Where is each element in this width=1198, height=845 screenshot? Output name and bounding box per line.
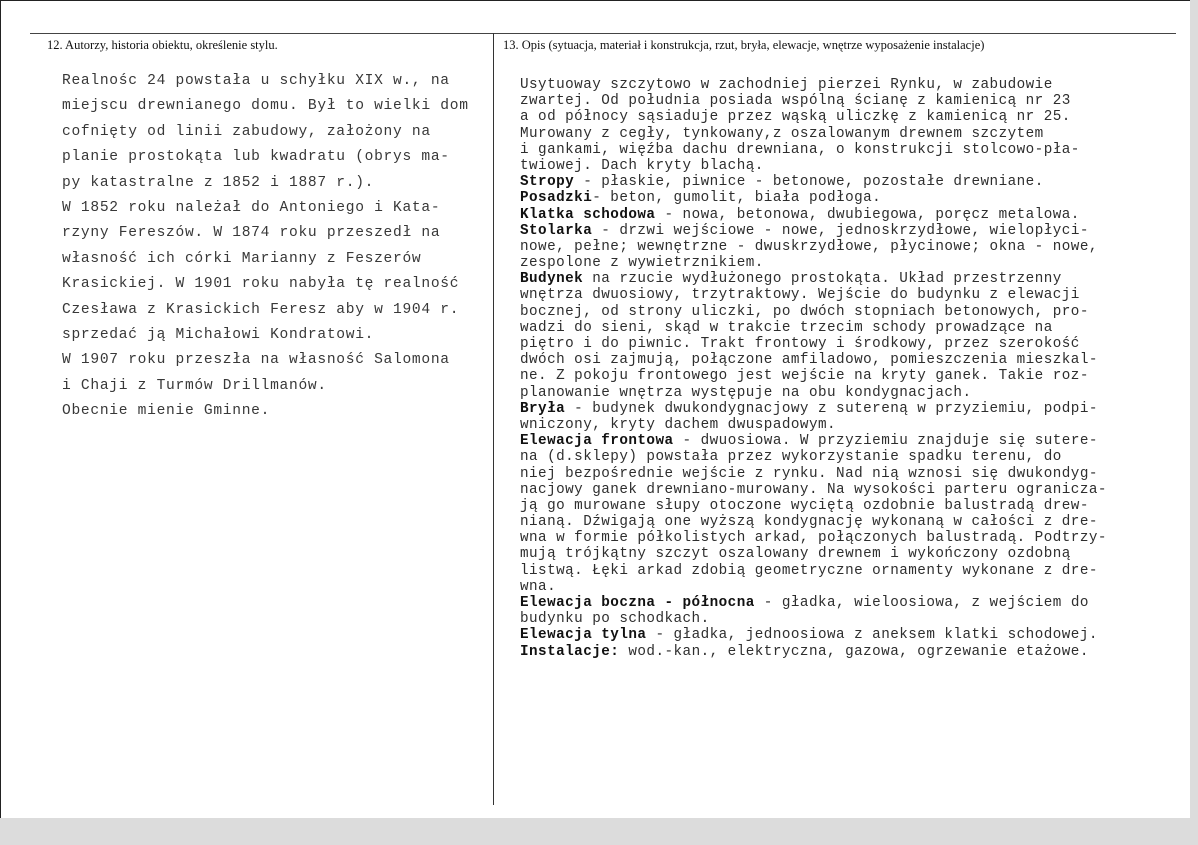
description-line (520, 271, 1107, 287)
description-line-text: na (d.sklepy) powstała przez wykorzystanie spadku terenu, do (520, 449, 1062, 466)
description-line-label: Stropy (520, 174, 575, 191)
description-line-text: nianą. Dźwigają one wyższą kondygnację wykonaną w całości z dre- (520, 514, 1098, 531)
description-line-text: mują trójkątny szczyt oszalowany drewnem i wykończony ozdobną (520, 546, 1071, 563)
description-line-text: na rzucie wydłużonego prostokąta. Układ przestrzenny (583, 271, 1062, 288)
description-line-text: i gankami, więźba dachu drewniana, o konstrukcji stolcowo-pła- (520, 141, 1080, 158)
description-line-text: nacjowy ganek drewniano-murowany. Na wysokości parteru ogranicza- (520, 481, 1107, 498)
description-line-text: ją go murowane słupy otoczone wyciętą ozdobnie balustradą drew- (520, 497, 1089, 514)
description-line-text: - drzwi wejściowe - nowe, jednoskrzydłowe, wielopłyci- (592, 222, 1089, 239)
description-line (520, 482, 1107, 498)
description-line-text: Usytuoway szczytowo w zachodniej pierzei Rynku, w zabudowie (520, 77, 1053, 93)
description-line-text: wadzi do sieni, skąd w trakcie trzecim schody prowadzące na (520, 319, 1053, 336)
history-line: Czesława z Krasickich Feresz aby w 1904 r. (62, 301, 460, 318)
description-line-text: - budynek dwukondygnacjowy z sutereną w przyziemiu, podpi- (565, 400, 1098, 417)
description-line (520, 644, 1107, 660)
description-line (520, 320, 1107, 336)
description-line (520, 304, 1107, 320)
description-line-text: ne. Z pokoju frontowego jest wejście na kryty ganek. Takie roz- (520, 368, 1089, 385)
description-line (520, 385, 1107, 401)
history-line: W 1852 roku należał do Antoniego i Kata- (62, 199, 441, 216)
description-text-block (520, 77, 1107, 660)
description-line-text: planowanie wnętrza występuje na obu kondygnacjach. (520, 384, 972, 401)
description-line-text: - nowa, betonowa, dwubiegowa, poręcz metalowa. (655, 206, 1080, 223)
description-line-label: Budynek (520, 271, 584, 288)
history-line: Obecnie mienie Gminne. (62, 403, 271, 420)
history-line: miejscu drewnianego domu. Był to wielki dom (62, 98, 469, 115)
description-line (520, 498, 1107, 514)
description-line-text: zespolone z wywietrznikiem. (520, 255, 764, 272)
description-line-text: - dwuosiowa. W przyziemiu znajduje się sutere- (673, 433, 1098, 450)
description-line-text: listwą. Łęki arkad zdobią geometryczne ornamenty wykonane z dre- (520, 562, 1098, 579)
description-line (520, 530, 1107, 546)
history-line: rzyny Fereszów. W 1874 roku przeszedł na (62, 225, 441, 242)
description-line-label: Elewacja frontowa (520, 433, 674, 450)
description-line-label: Elewacja boczna - północna (520, 595, 755, 611)
description-line-text: zwartej. Od południa posiada wspólną ścianę z kamienicą nr 23 (520, 93, 1071, 110)
history-line: W 1907 roku przeszła na własność Salomona (62, 352, 450, 369)
description-line-text: twiowej. Dach kryty blachą. (520, 157, 764, 174)
description-line-text: wniczony, kryty dachem dwuspadowym. (520, 416, 837, 433)
history-line: Realnośc 24 powstała u schyłku XIX w., na (62, 73, 450, 89)
description-line (520, 190, 1107, 206)
description-line (520, 466, 1107, 482)
description-line (520, 158, 1107, 174)
description-line (520, 368, 1107, 384)
description-line (520, 207, 1107, 223)
description-line (520, 223, 1107, 239)
description-line-label: Bryła (520, 400, 566, 417)
description-line (520, 627, 1107, 643)
history-text-block (62, 73, 469, 428)
description-line (520, 514, 1107, 530)
description-line-label: Klatka schodowa (520, 206, 656, 223)
history-line: py katastralne z 1852 i 1887 r.). (62, 174, 375, 191)
description-line-text: dwóch osi zajmują, połączone amfiladowo, pomieszczenia mieszkal- (520, 352, 1098, 369)
description-line (520, 93, 1107, 109)
description-line-label: Instalacje: (520, 643, 620, 660)
history-line: sprzedać ją Michałowi Kondratowi. (62, 326, 375, 343)
description-line-text: - gładka, jednoosiowa z aneksem klatki schodowej. (646, 627, 1098, 644)
description-line-text: - gładka, wieloosiowa, z wejściem do (754, 595, 1089, 611)
description-line-text: wna. (520, 578, 557, 595)
description-line-label: Stolarka (520, 222, 593, 239)
description-line (520, 595, 1107, 611)
column-divider (493, 33, 494, 805)
description-line-text: Murowany z cegły, tynkowany,z oszalowanym drewnem szczytem (520, 125, 1044, 142)
description-line-text: piętro i do piwnic. Trakt frontowy i środkowy, przez szerokość (520, 336, 1080, 352)
section-12-heading: 12. Autorzy, historia obiektu, określenie stylu. (47, 38, 278, 52)
description-line (520, 174, 1107, 190)
description-line-text: bocznej, od strony uliczki, po dwóch stopniach betonowych, pro- (520, 303, 1089, 320)
description-line (520, 126, 1107, 142)
description-line-text: - płaskie, piwnice - betonowe, pozostałe drewniane. (574, 174, 1044, 191)
description-line (520, 239, 1107, 255)
description-line (520, 336, 1107, 352)
description-line (520, 352, 1107, 368)
description-line-text: niej bezpośrednie wejście z rynku. Nad nią wznosi się dwukondyg- (520, 465, 1098, 482)
description-line (520, 255, 1107, 271)
section-13-heading: 13. Opis (sytuacja, materiał i konstrukcja, rzut, bryła, elewacje, wnętrze wyposażenie instalacje) (503, 38, 985, 52)
description-line (520, 433, 1107, 449)
description-line (520, 449, 1107, 465)
scan-bottom-edge (0, 818, 1198, 845)
description-line (520, 611, 1107, 627)
history-line: cofnięty od linii zabudowy, założony na (62, 123, 431, 140)
scan-right-edge (1190, 0, 1198, 845)
description-line (520, 77, 1107, 93)
description-line (520, 546, 1107, 562)
description-line-text: a od północy sąsiaduje przez wąską uliczkę z kamienicą nr 25. (520, 109, 1071, 126)
description-line-text: wna w formie półkolistych arkad, połączonych balustradą. Podtrzy- (520, 530, 1107, 547)
description-line-label: Posadzki (520, 190, 593, 207)
history-line: własność ich córki Marianny z Feszerów (62, 250, 422, 267)
description-line (520, 287, 1107, 303)
description-line (520, 579, 1107, 595)
description-line-text: - beton, gumolit, biała podłoga. (592, 190, 882, 207)
description-line (520, 401, 1107, 417)
header-rule (30, 33, 1176, 34)
description-line-label: Elewacja tylna (520, 627, 647, 644)
history-line: i Chaji z Turmów Drillmanów. (62, 377, 327, 394)
description-line-text: nowe, pełne; wewnętrzne - dwuskrzydłowe, płycinowe; okna - nowe, (520, 238, 1098, 255)
history-line: Krasickiej. W 1901 roku nabyła tę realność (62, 276, 460, 293)
description-line-text: budynku po schodkach. (520, 611, 710, 628)
description-line (520, 109, 1107, 125)
description-line (520, 563, 1107, 579)
history-line: planie prostokąta lub kwadratu (obrys ma- (62, 149, 450, 166)
description-line-text: wod.-kan., elektryczna, gazowa, ogrzewanie etażowe. (619, 643, 1089, 660)
description-line-text: wnętrza dwuosiowy, trzytraktowy. Wejście do budynku z elewacji (520, 287, 1080, 304)
description-line (520, 417, 1107, 433)
description-line (520, 142, 1107, 158)
